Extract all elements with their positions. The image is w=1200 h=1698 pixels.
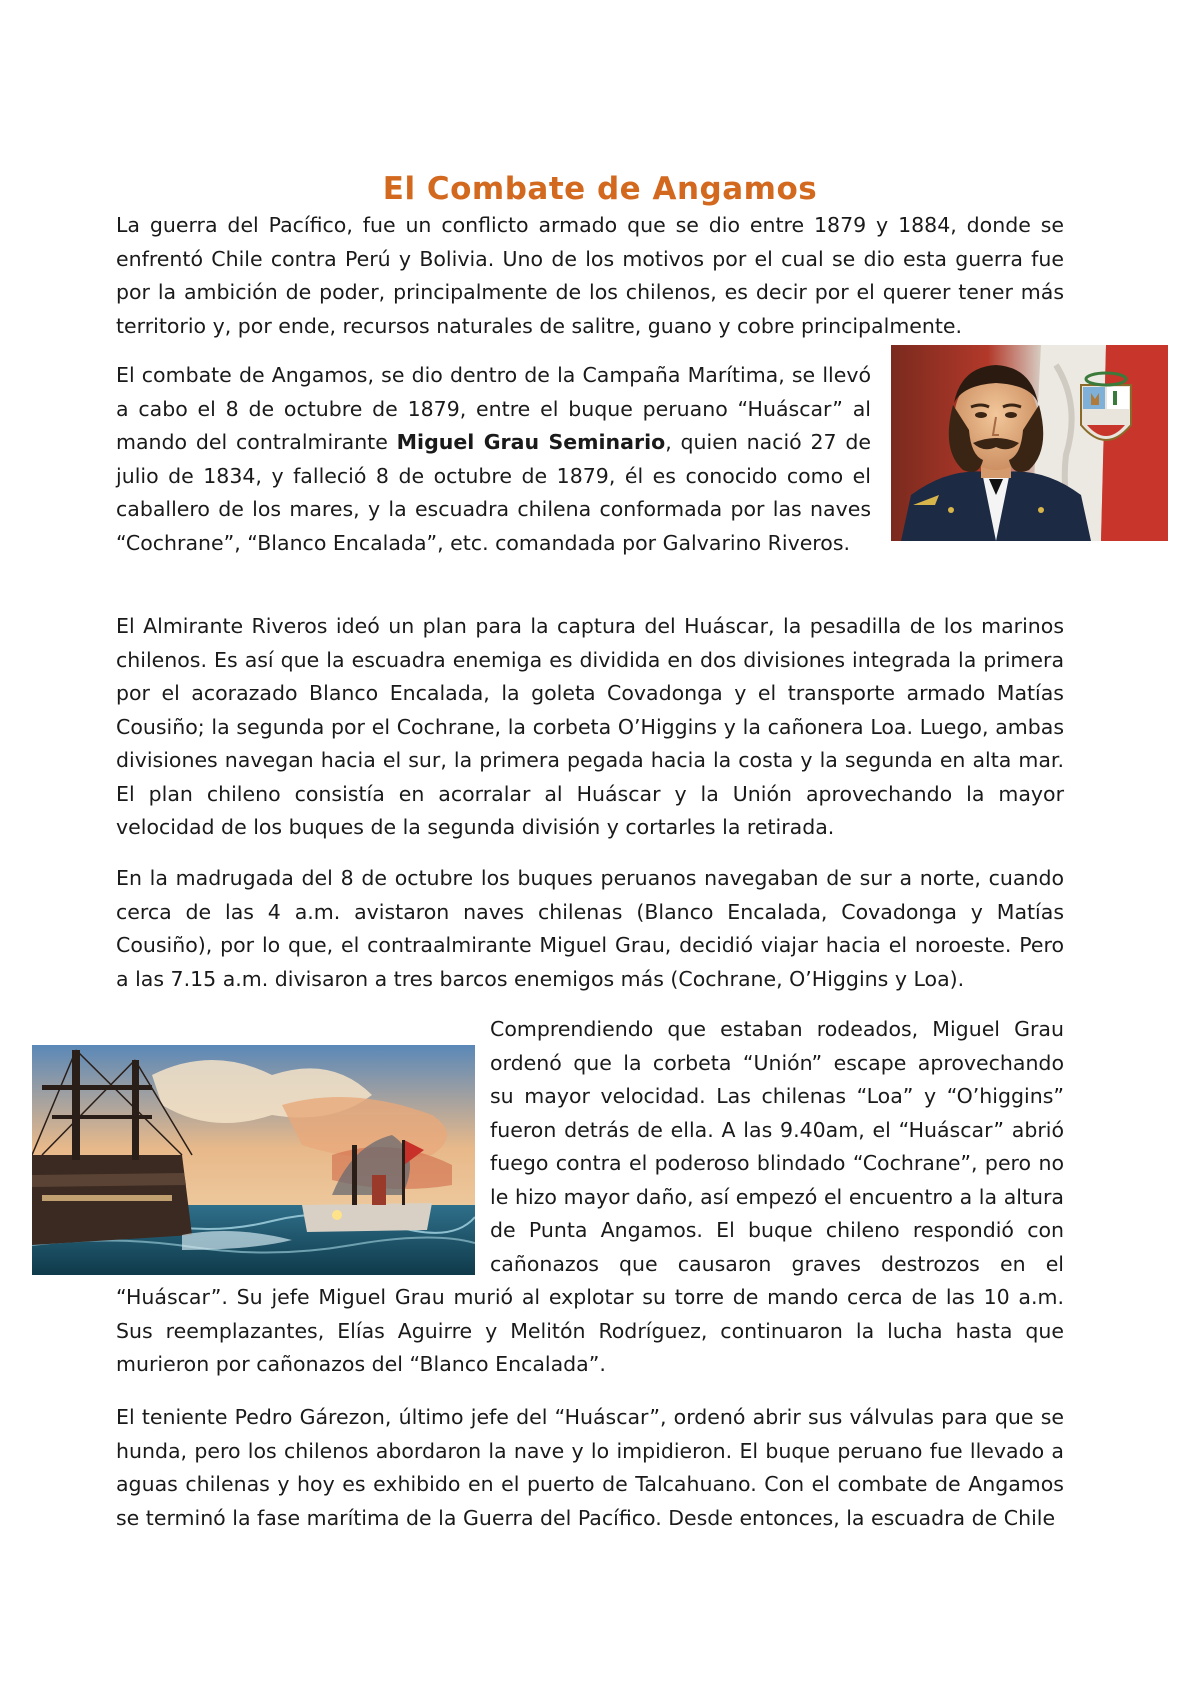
naval-battle-image bbox=[32, 1045, 475, 1275]
paragraph-text: Comprendiendo que estaban rodeados, Miguel Grau ordenó que la corbeta “Unión” escape aprovechando su mayor velocidad. Las chilenas “Loa” y “O’higgins” fueron detrás de ella. A las 9.40am, el “Huáscar” abrió fuego contra el poderoso blindado “Cochrane”, pero no le hizo mayor daño, así empezó el encuentro a la altura de Punta Angamos. El buque chileno respondió con cañonazos que causaron graves destrozos en el “Huáscar”. Su jefe Miguel Grau murió al explotar su torre de mando cerca de las 10 a.m. Sus reemplazantes, Elías Aguirre y Melitón Rodríguez, continuaron la lucha hasta que murieron por cañonazos del “Blanco Encalada”. bbox=[116, 1017, 1064, 1376]
paragraph-plan: El Almirante Riveros ideó un plan para la captura del Huáscar, la pesadilla de los marinos chilenos. Es así que la escuadra enemiga es dividida en dos divisiones integrada la primera por el acorazado Blanco Encalada, la goleta Covadonga y el transporte armado Matías Cousiño; la segunda por el Cochrane, la corbeta O’Higgins y la cañonera Loa. Luego, ambas divisiones navegan hacia el sur, la primera pegada hacia la costa y la segunda en alta mar. El plan chileno consistía en acorralar al Huáscar y la Unión aprovechando la mayor velocidad de los buques de la segunda división y cortarles la retirada. bbox=[116, 614, 1064, 839]
paragraph-text: El combate de Angamos, se dio dentro de la Campaña Marítima, se llevó a cabo el 8 de octubre de 1879, entre el buque peruano “Huáscar” al mando del contralmirante bbox=[116, 363, 871, 454]
paragraph-ending: El teniente Pedro Gárezon, último jefe del “Huáscar”, ordenó abrir sus válvulas para que se hunda, pero los chilenos abordaron la nave y lo impidieron. El buque peruano fue llevado a aguas chilenas y hoy es exhibido en el puerto de Talcahuano. Con el combate de Angamos se terminó la fase marítima de la Guerra del Pacífico. Desde entonces, la escuadra de Chile bbox=[116, 1405, 1064, 1530]
grau-portrait-image bbox=[891, 345, 1168, 541]
paragraph-intro: La guerra del Pacífico, fue un conflicto armado que se dio entre 1879 y 1884, donde se enfrentó Chile contra Perú y Bolivia. Uno de los motivos por el cual se dio esta guerra fue por la ambición de poder, principalmente de los chilenos, es decir por el querer tener más territorio y, por ende, recursos naturales de salitre, guano y cobre principalmente. bbox=[116, 213, 1064, 338]
bold-name: Miguel Grau Seminario bbox=[396, 430, 666, 454]
paragraph-madrugada: En la madrugada del 8 de octubre los buques peruanos navegaban de sur a norte, cuando cerca de las 4 a.m. avistaron naves chilenas (Blanco Encalada, Covadonga y Matías Cousiño), por lo que, el contraalmirante Miguel Grau, decidió viajar hacia el noroeste. Pero a las 7.15 a.m. divisaron a tres barcos enemigos más (Cochrane, O’Higgins y Loa). bbox=[116, 866, 1064, 991]
paragraph-text: , quien nació 27 de julio de 1834, y falleció 8 de octubre de 1879, él es conocido como el caballero de los mares, y la escuadra chilena conformada por las naves “Cochrane”, “Blanco Encalada”, etc. comandada por Galvarino Riveros. bbox=[116, 430, 871, 555]
paragraph-angamos bbox=[116, 359, 871, 560]
page-title: El Combate de Angamos bbox=[382, 170, 818, 207]
